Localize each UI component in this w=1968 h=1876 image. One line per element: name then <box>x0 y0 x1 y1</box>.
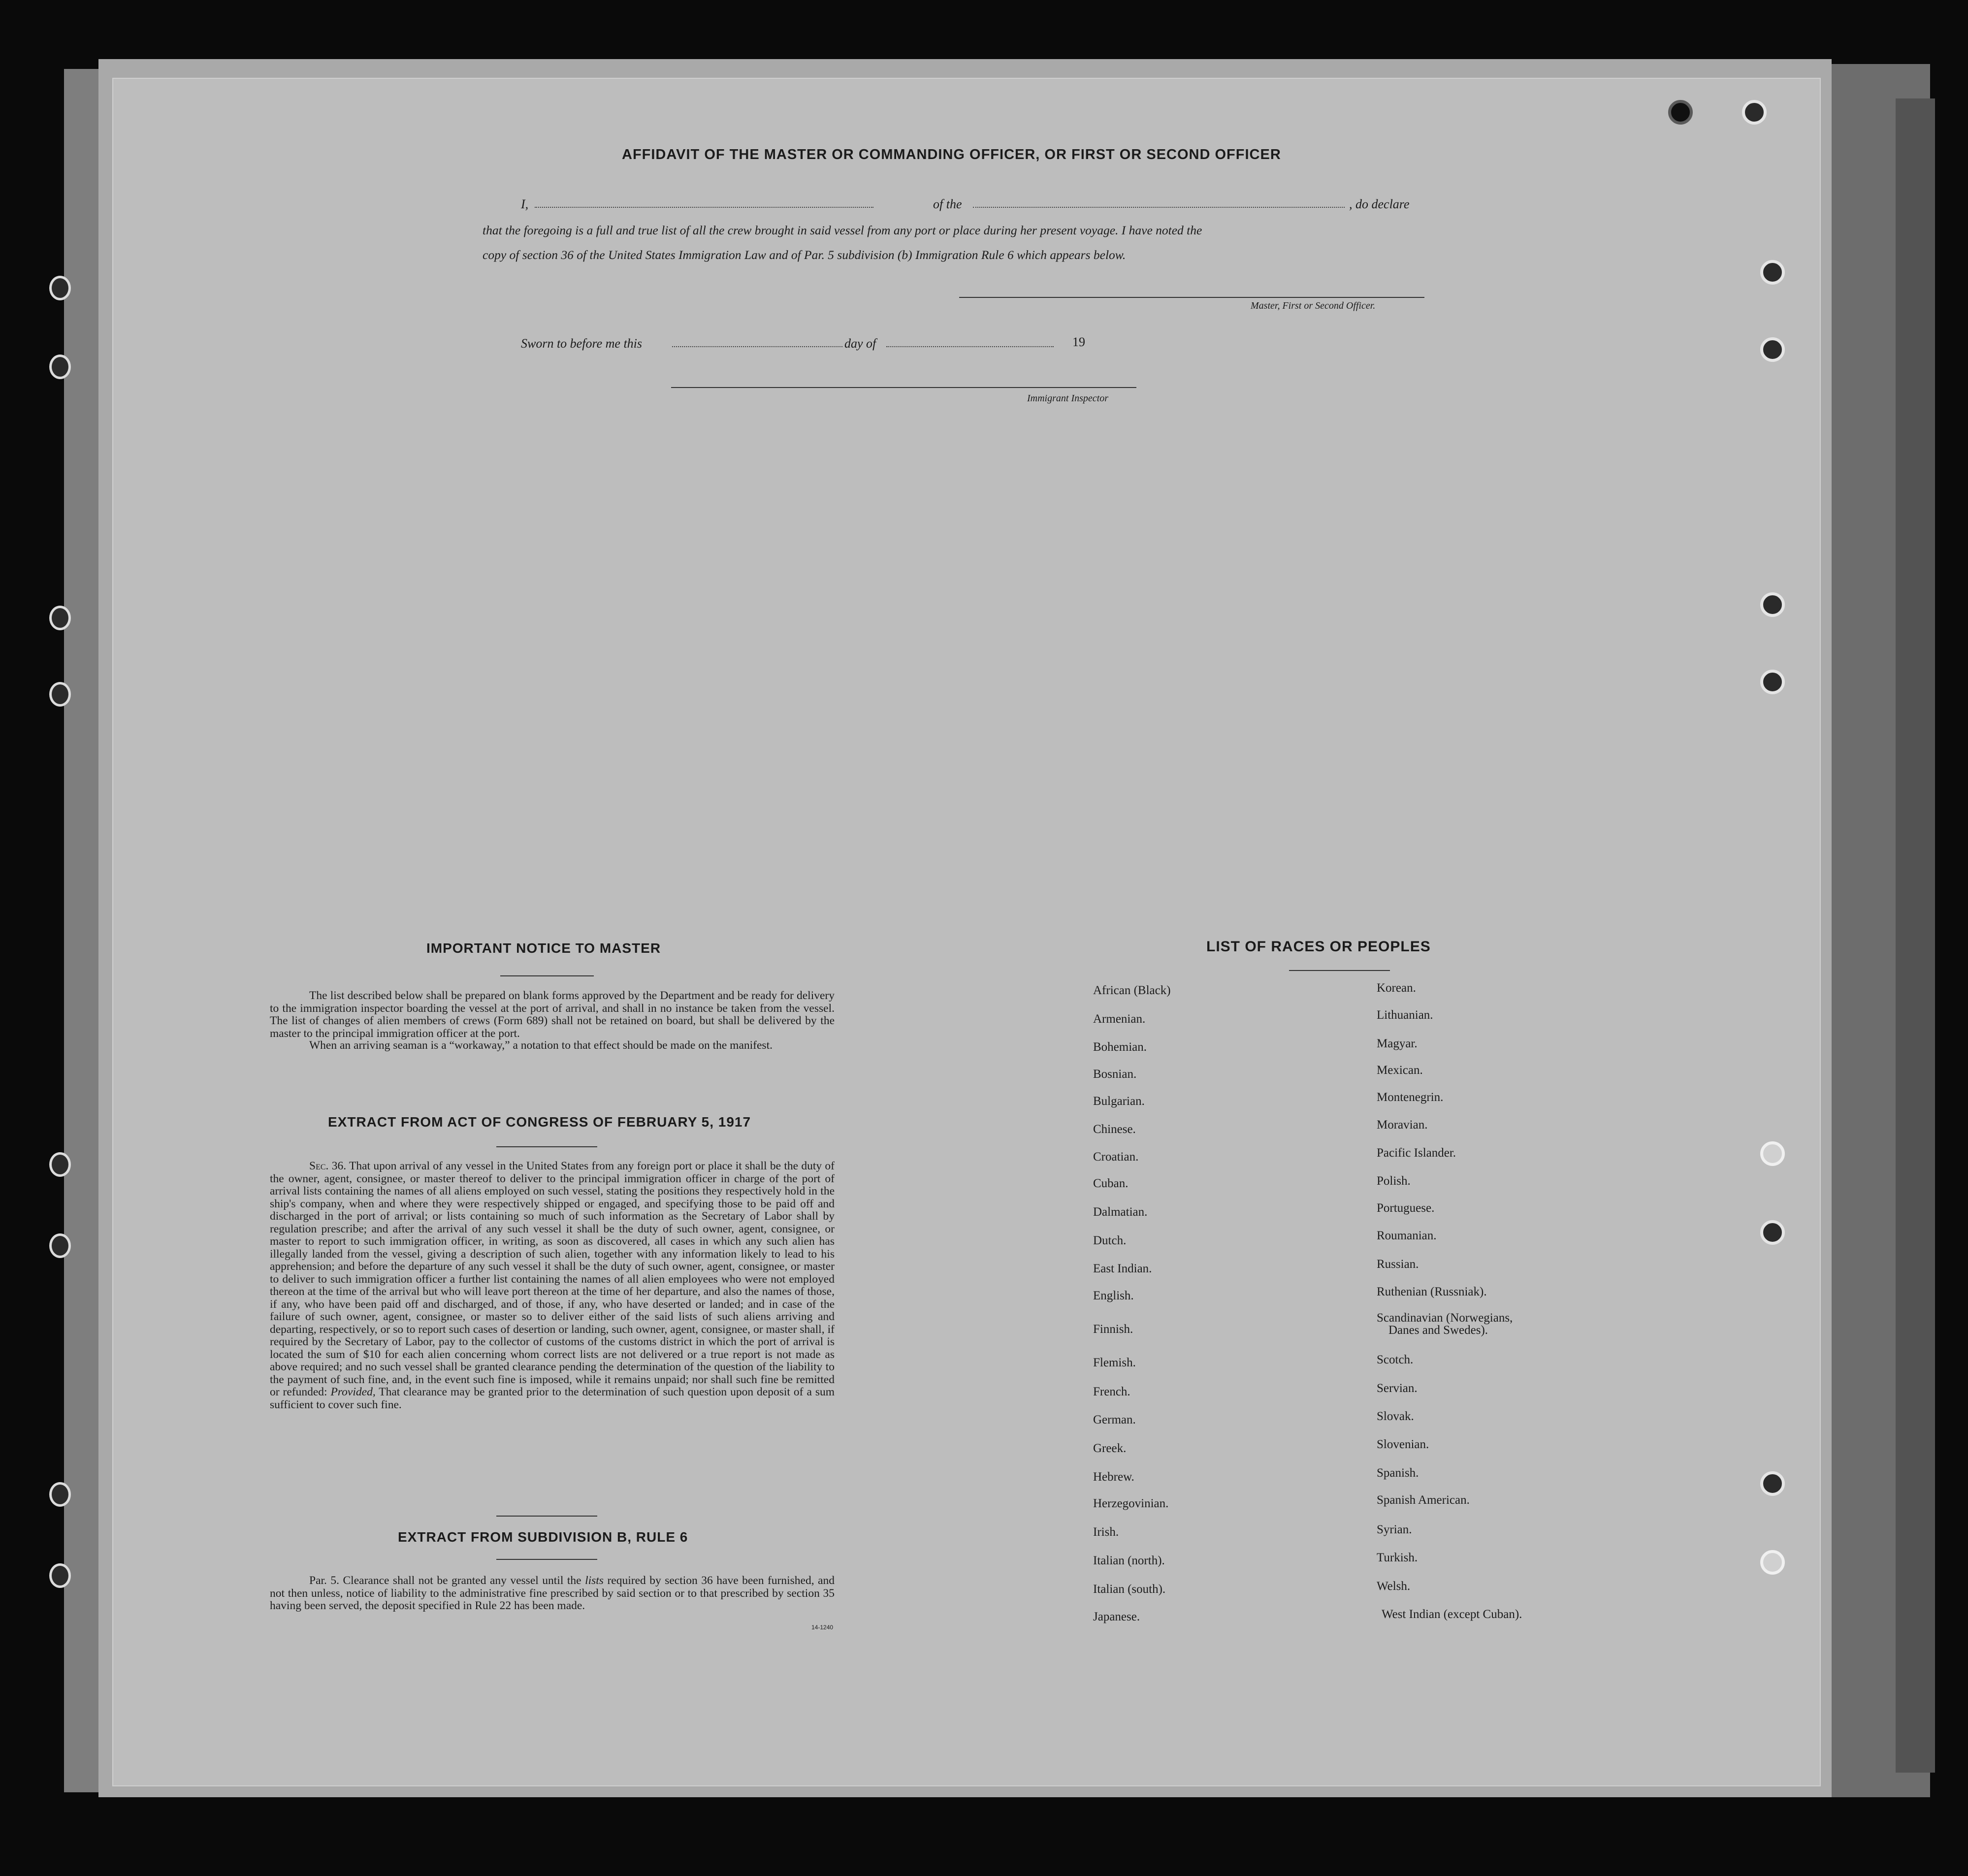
race-right: Ruthenian (Russniak). <box>1377 1285 1487 1298</box>
race-left: Chinese. <box>1093 1123 1136 1136</box>
master-name-line[interactable] <box>535 207 873 208</box>
punch-hole-icon <box>1760 1471 1785 1496</box>
binder-hole-icon <box>49 1233 71 1258</box>
race-right: Magyar. <box>1377 1037 1418 1050</box>
binder-hole-icon <box>49 606 71 630</box>
binder-hole-icon <box>49 355 71 379</box>
punch-hole-icon <box>1760 1141 1785 1166</box>
race-left: Armenian. <box>1093 1012 1146 1026</box>
race-right: Scotch. <box>1377 1353 1414 1366</box>
act-divider <box>496 1146 597 1147</box>
race-left: African (Black) <box>1093 984 1171 997</box>
races-divider <box>1289 970 1390 971</box>
affidavit-title: AFFIDAVIT OF THE MASTER OR COMMANDING OFFICER, OR FIRST OR SECOND OFFICER <box>622 147 1281 162</box>
race-right: Slovak. <box>1377 1410 1414 1423</box>
race-left: Italian (south). <box>1093 1583 1166 1596</box>
binder-hole-icon <box>49 1152 71 1177</box>
race-left: Croatian. <box>1093 1150 1139 1164</box>
race-right: Servian. <box>1377 1382 1418 1395</box>
affidavit-line-3: copy of section 36 of the United States Immigration Law and of Par. 5 subdivision (b) Immigration Rule 6 which appears below. <box>483 248 1126 262</box>
punch-hole-icon <box>1668 100 1693 125</box>
race-left: Japanese. <box>1093 1610 1140 1623</box>
vessel-name-line[interactable] <box>973 207 1345 208</box>
race-right: Mexican. <box>1377 1064 1423 1077</box>
act-section-36: Sec. 36. That upon arrival of any vessel in the United States from any foreign port or place it shall be the duty of the owner, agent, consignee, or master thereof to deliver to the principal immigration officer in charge of the port of arrival lists containing the names of all aliens employed on such vessel, stating the positions they respectively hold in the ship's company, when and where they were respectively shipped or engaged, and specifying those to be paid off and discharged in the port of arrival; or lists containing so much of such information as the Secretary of Labor shall by regulation prescribe; and after the arrival of any such vessel it shall be the duty of such owner, agent, consignee, or master to report to such immigration officer, in writing, as soon as discovered, all cases in which any such alien has illegally landed from the vessel, giving a description of such alien, together with any information likely to lead to his apprehension; and before the departure of any such vessel it shall be the duty of such owner, agent, consignee, or master to deliver to such immigration officer a further list containing the names of all alien employees who were not employed thereon at the time of the arrival but who will leave port thereon at the time of her departure, and also the names of those, if any, who have been paid off and discharged, and of those, if any, who have deserted or landed; and in case of the failure of such owner, agent, consignee, or master so to deliver either of the said lists of such aliens arriving and departing, respectively, or so to report such cases of desertion or landing, such owner, agent, consignee, or master shall, if required by the Secretary of Labor, pay to the collector of customs of the customs district in which the port of arrival is located the sum of $10 for each alien concerning whom correct lists are not delivered or a true report is not made as above required; and no such vessel shall be granted clearance pending the determination of the question of the liability to the payment of such fine, and, in the event such fine is imposed, while it remains unpaid; nor shall such fine be remitted or refunded: Provided, That clearance may be granted prior to the determination of such question upon deposit of a sum sufficient to cover such fine. <box>270 1160 835 1411</box>
binder-hole-icon <box>49 1482 71 1507</box>
day-of-label: day of <box>844 336 876 351</box>
i-label: I, <box>521 197 529 211</box>
punch-hole-icon <box>1760 337 1785 362</box>
act-end-divider <box>496 1516 597 1517</box>
notice-title: IMPORTANT NOTICE TO MASTER <box>426 940 661 956</box>
race-right: Spanish. <box>1377 1466 1419 1480</box>
race-left: English. <box>1093 1289 1134 1302</box>
rule-paragraph: Par. 5. Clearance shall not be granted any vessel until the lists required by section 36 have been furnished, and not then unless, notice of liability to the administrative fine prescribed by said section or to that prescribed by section 35 having been served, the deposit specified in Rule 22 has been made. <box>270 1574 835 1612</box>
race-left: Herzegovinian. <box>1093 1497 1169 1510</box>
race-left: Dalmatian. <box>1093 1205 1148 1219</box>
rule-title: EXTRACT FROM SUBDIVISION B, RULE 6 <box>398 1529 688 1545</box>
race-left: Cuban. <box>1093 1177 1129 1190</box>
race-right: Russian. <box>1377 1258 1419 1271</box>
race-right: Turkish. <box>1377 1551 1418 1564</box>
act-title: EXTRACT FROM ACT OF CONGRESS OF FEBRUARY 5, 1917 <box>328 1114 751 1130</box>
race-right: Spanish American. <box>1377 1493 1470 1507</box>
race-right: Syrian. <box>1377 1523 1412 1536</box>
race-left: Flemish. <box>1093 1356 1136 1369</box>
races-title: LIST OF RACES OR PEOPLES <box>1206 938 1431 955</box>
binder-hole-icon <box>49 1563 71 1588</box>
race-right: Montenegrin. <box>1377 1091 1444 1104</box>
race-right: Korean. <box>1377 981 1416 995</box>
notice-divider <box>500 975 594 976</box>
race-right: Polish. <box>1377 1174 1411 1188</box>
rule-divider <box>496 1559 597 1560</box>
race-left: Greek. <box>1093 1442 1127 1455</box>
punch-hole-icon <box>1760 1550 1785 1575</box>
race-right: Slovenian. <box>1377 1438 1429 1451</box>
sworn-label: Sworn to before me this <box>521 336 643 351</box>
sworn-day-line[interactable] <box>672 346 842 347</box>
race-left: French. <box>1093 1385 1130 1398</box>
form-page <box>112 78 1821 1786</box>
underlying-sheet-edge <box>1896 98 1935 1773</box>
race-right: Scandinavian (Norwegians, <box>1377 1311 1513 1325</box>
year-prefix: 19 <box>1072 335 1085 349</box>
race-left: Bosnian. <box>1093 1067 1137 1081</box>
race-right: Pacific Islander. <box>1377 1146 1456 1160</box>
binder-hole-icon <box>49 682 71 707</box>
race-right: Portuguese. <box>1377 1201 1435 1215</box>
master-signature-label: Master, First or Second Officer. <box>1251 300 1376 311</box>
inspector-signature-line[interactable] <box>671 387 1136 388</box>
race-left: Italian (north). <box>1093 1554 1165 1567</box>
race-left: Irish. <box>1093 1525 1119 1539</box>
race-left: Dutch. <box>1093 1234 1127 1247</box>
notice-paragraph-2: When an arriving seaman is a “workaway,” a notation to that effect should be made on the manifest. <box>309 1039 773 1052</box>
race-right: Roumanian. <box>1377 1229 1437 1242</box>
race-left: East Indian. <box>1093 1262 1152 1275</box>
master-signature-line[interactable] <box>959 297 1424 298</box>
affidavit-line-2: that the foregoing is a full and true list of all the crew brought in said vessel from any port or place during her present voyage. I have noted the <box>483 223 1202 237</box>
race-right-continued: Danes and Swedes). <box>1388 1324 1488 1337</box>
inspector-label: Immigrant Inspector <box>1027 393 1108 404</box>
race-right: Lithuanian. <box>1377 1008 1433 1022</box>
sworn-month-line[interactable] <box>886 346 1054 347</box>
punch-hole-icon <box>1760 1220 1785 1245</box>
binder-hole-icon <box>49 276 71 300</box>
race-left: Bohemian. <box>1093 1040 1147 1054</box>
form-number: 14-1240 <box>811 1624 834 1631</box>
punch-hole-icon <box>1742 100 1767 125</box>
race-right: Welsh. <box>1377 1580 1411 1593</box>
punch-hole-icon <box>1760 260 1785 285</box>
punch-hole-icon <box>1760 592 1785 617</box>
of-the-label: of the <box>933 197 962 211</box>
do-declare-label: , do declare <box>1349 197 1410 211</box>
race-right: Moravian. <box>1377 1118 1428 1132</box>
race-left: Bulgarian. <box>1093 1095 1145 1108</box>
race-left: Finnish. <box>1093 1323 1133 1336</box>
race-left: German. <box>1093 1413 1136 1426</box>
race-right: West Indian (except Cuban). <box>1382 1608 1522 1621</box>
notice-paragraph-1: The list described below shall be prepared on blank forms approved by the Department and be ready for delivery to the immigration inspector boarding the vessel at the port of arrival, and shall in no instance be taken from the vessel. The list of changes of alien members of crews (Form 689) shall not be retained on board, but shall be delivered by the master to the principal immigration officer at the port. <box>270 989 835 1040</box>
punch-hole-icon <box>1760 670 1785 694</box>
race-left: Hebrew. <box>1093 1470 1134 1484</box>
